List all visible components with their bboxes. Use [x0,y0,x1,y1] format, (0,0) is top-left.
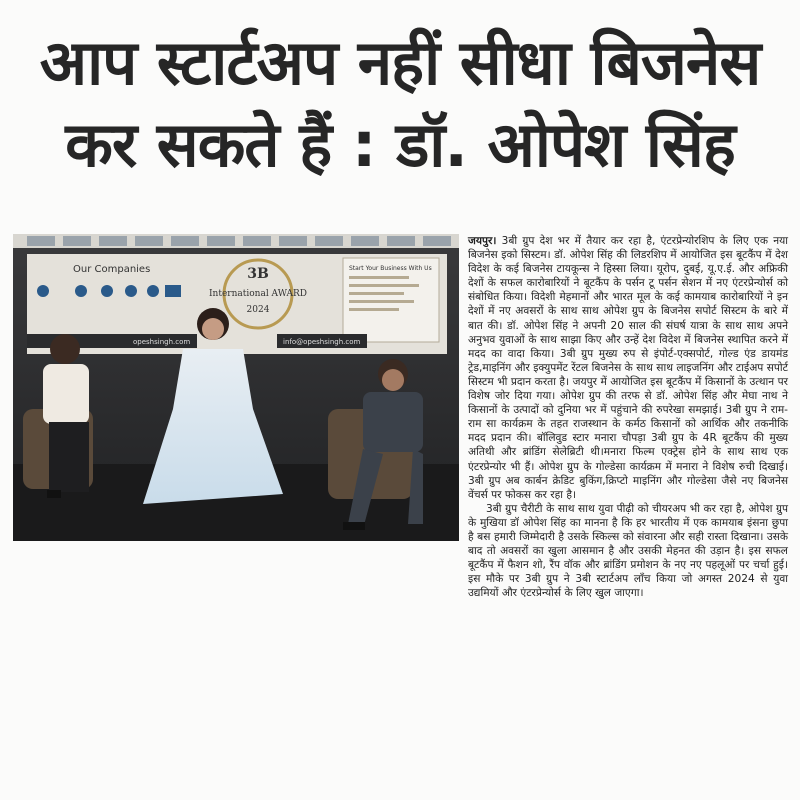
article-body [468,234,788,794]
headline [0,22,800,186]
headline-line-2: कर सकते हैं : डॉ. ओपेश सिंह [65,108,735,181]
email-text: info@opeshsingh.com [283,338,361,346]
award-subtitle: International AWARD [208,289,308,299]
dateline: जयपुर। [468,235,497,247]
paragraph-1-text: 3बी ग्रुप देश भर में तैयार कर रहा है, एंटरप्रेन्योरशिप के लिए एक नया बिजनेस इको सिस्टम। डॉ. ओपेश सिंह की लिडरशिप में आयोजित इस बूटकैंप में देश विदेश के कई बिजनेस टायकून्स ने हिस्सा लिया। यूरोप, दुबई, यू.ए.ई. और अफ्रिकी देशों के सफल कारोबारियों ने बूटकैंप के पर्सन टू पर्सन सेशन में नए एंटरप्रेन्योर्स को संबोधित किया। विदेशी मेहमानों और भारत मूल के कई कामयाब कारोबारियों ने इन देशों में नए अवसरों के साथ साथ ओपेश ग्रुप के बिजनेस सपोर्ट सिस्टम के बारे में बात की। डॉ. ओपेश सिंह ने अपनी 20 साल की संघर्ष यात्रा के साथ साथ अपने अनुभव युवाओं के साथ साझा किए और उन्हें देश विदेश में बिजनेस स्थापित करने में मदद का वादा किया। 3बी ग्रुप मुख्य रुप से इंपोर्ट-एक्सपोर्ट, गोल्ड एंड डायमंड ट्रेड,माइनिंग और इक्युपमेंट रेंटल बिजनेस के साथ साथ लाइजनिंग और टाईअप सपोर्ट सिस्टम भी प्रदान करता है। जयपुर में आयोजित इस बूटकैंप में किसानों के उत्थान पर विशेष जोर दिया गया। ओपेश ग्रुप की तरफ से डॉ. ओपेश सिंह और मेघा नाथ ने किसानों के उत्पादों को दुनिया भर में पहुंचाने की रुपरेखा समझाई। 3बी ग्रुप ने राम-राम सा कार्यक्रम के तहत राजस्थान के कर्मठ किसानों को आर्थिक और तकनीकि मदद प्रदान की। बॉलिवुड स्टार मनारा चौपड़ा 3बी ग्रुप के 4R बूटकैंप की मुख्य अतिथी और ब्रांडिंग सेलेब्रिटी थी।मनारा फिल्म एक्ट्रेस होने के साथ साथ एक एंटरप्रेन्योर भी हैं। ओपेश ग्रुप के गोल्डेसा कार्यक्रम में मनारा ने विशेष रुची दिखाई। 3बी ग्रुप अब कार्बन क्रेडिट बुकिंग,क्रिप्टो माइनिंग और गोल्डेसा जैसे नए बिजनेस वेंचर्स पर फोकस कर रहा है। [468,235,789,501]
banner-companies: Our Companies [73,264,151,275]
award-year: 2024 [246,305,270,315]
article-paragraph-1 [468,234,788,502]
side-panel-title: Start Your Business With Us [349,265,432,272]
headline-line-1: आप स्टार्टअप नहीं सीधा बिजनेस [39,26,761,99]
event-photo [13,234,459,541]
website-text: opeshsingh.com [133,338,191,346]
article-paragraph-2: 3बी ग्रुप चैरीटी के साथ साथ युवा पीढ़ी को चीयरअप भी कर रहा है, ओपेश ग्रुप के मुखिया डॉ ओपेश सिंह का मानना है कि हर भारतीय में एक कामयाब इंसना छुपा है बस हमारी जिम्मेदारी है उसके स्किल्स को संवारना और सही रास्ता दिखाना। उसके बाद तो अवसरों का खुला आसमान है और उसकी मेहनत की उड़ान है। इस सफल बूटकैंप में फैशन शो, रैंप वॉक और ब्रांडिंग प्रमोशन के नए नए पहलूओं पर चर्चा हुई। इस मौके पर 3बी ग्रुप ने 3बी स्टार्टअप लॉंच किया जो अगस्त 2024 से युवा उद्यमियों और एंटरप्रेन्योर्स के लिए खुल जाएगा। [468,502,788,600]
award-title: 3B [247,266,269,282]
